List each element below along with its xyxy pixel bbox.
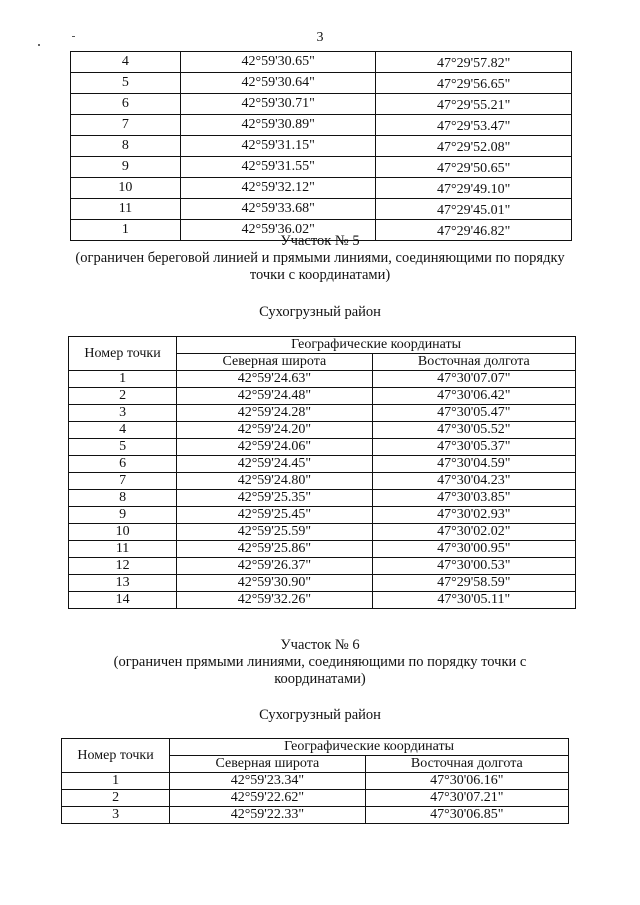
- point-number-cell: 5: [69, 439, 177, 456]
- longitude-cell: 47°29'56.65": [376, 73, 572, 94]
- table-row: [69, 371, 576, 388]
- latitude-cell: 42°59'32.26": [177, 592, 372, 609]
- latitude-cell: 42°59'32.12": [180, 178, 376, 199]
- section-title: Участок № 6: [280, 637, 360, 653]
- scan-speck: [72, 36, 75, 37]
- table-row: [69, 592, 576, 609]
- coordinates-table-continued: [70, 51, 572, 241]
- point-number-cell: 11: [71, 199, 181, 220]
- table-row: [69, 541, 576, 558]
- table-row: [71, 199, 572, 220]
- longitude-cell: 47°30'05.52": [372, 422, 575, 439]
- longitude-cell: 47°30'05.11": [372, 592, 575, 609]
- point-number-cell: 14: [69, 592, 177, 609]
- point-number-cell: 9: [71, 157, 181, 178]
- longitude-cell: 47°30'06.42": [372, 388, 575, 405]
- longitude-cell: 47°29'52.08": [376, 136, 572, 157]
- longitude-cell: 47°29'50.65": [376, 157, 572, 178]
- table-row: [69, 558, 576, 575]
- table-row: [71, 115, 572, 136]
- district-name: Сухогрузный район: [259, 707, 381, 723]
- longitude-cell: 47°30'05.47": [372, 405, 575, 422]
- latitude-cell: 42°59'30.89": [180, 115, 376, 136]
- header-longitude: Восточная долгота: [365, 756, 568, 773]
- section-6-heading: [0, 637, 640, 688]
- longitude-cell: 47°30'04.59": [372, 456, 575, 473]
- point-number-cell: 4: [71, 52, 181, 73]
- longitude-cell: 47°30'07.21": [365, 790, 568, 807]
- latitude-cell: 42°59'24.63": [177, 371, 372, 388]
- table-row: [69, 405, 576, 422]
- point-number-cell: 1: [62, 773, 170, 790]
- table-row: [71, 94, 572, 115]
- section-5-heading: [0, 233, 640, 284]
- longitude-cell: 47°30'06.16": [365, 773, 568, 790]
- longitude-cell: 47°29'53.47": [376, 115, 572, 136]
- longitude-cell: 47°29'58.59": [372, 575, 575, 592]
- point-number-cell: 2: [62, 790, 170, 807]
- page-number: 3: [316, 30, 324, 45]
- point-number-cell: 10: [71, 178, 181, 199]
- table-row: [71, 73, 572, 94]
- longitude-cell: 47°30'03.85": [372, 490, 575, 507]
- header-point-number: Номер точки: [62, 739, 170, 773]
- latitude-cell: 42°59'30.65": [180, 52, 376, 73]
- latitude-cell: 42°59'23.34": [170, 773, 365, 790]
- latitude-cell: 42°59'33.68": [180, 199, 376, 220]
- longitude-cell: 47°29'57.82": [376, 52, 572, 73]
- point-number-cell: 6: [69, 456, 177, 473]
- district-name: Сухогрузный район: [259, 304, 381, 320]
- section-description: координатами): [274, 671, 366, 687]
- point-number-cell: 3: [69, 405, 177, 422]
- longitude-cell: 47°30'00.53": [372, 558, 575, 575]
- longitude-cell: 47°30'00.95": [372, 541, 575, 558]
- table-row: [71, 178, 572, 199]
- longitude-cell: 47°30'02.02": [372, 524, 575, 541]
- point-number-cell: 9: [69, 507, 177, 524]
- longitude-cell: 47°30'02.93": [372, 507, 575, 524]
- latitude-cell: 42°59'25.86": [177, 541, 372, 558]
- table-row: [69, 507, 576, 524]
- latitude-cell: 42°59'36.02": [180, 220, 376, 241]
- section-title: Участок № 5: [280, 233, 360, 249]
- table-row: [71, 52, 572, 73]
- header-point-number: Номер точки: [69, 337, 177, 371]
- point-number-cell: 1: [71, 220, 181, 241]
- longitude-cell: 47°29'49.10": [376, 178, 572, 199]
- point-number-cell: 3: [62, 807, 170, 824]
- latitude-cell: 42°59'24.80": [177, 473, 372, 490]
- section-description: (ограничен прямыми линиями, соединяющими по порядку точки с: [113, 654, 527, 670]
- latitude-cell: 42°59'31.55": [180, 157, 376, 178]
- point-number-cell: 13: [69, 575, 177, 592]
- point-number-cell: 10: [69, 524, 177, 541]
- table-row: [69, 473, 576, 490]
- latitude-cell: 42°59'31.15": [180, 136, 376, 157]
- longitude-cell: 47°29'55.21": [376, 94, 572, 115]
- header-latitude: Северная широта: [177, 354, 372, 371]
- point-number-cell: 5: [71, 73, 181, 94]
- section-6-coordinates-table: [61, 738, 569, 824]
- table-row: [69, 575, 576, 592]
- table-row: [69, 439, 576, 456]
- table-row: [69, 490, 576, 507]
- table-row: [71, 136, 572, 157]
- point-number-cell: 7: [71, 115, 181, 136]
- latitude-cell: 42°59'24.45": [177, 456, 372, 473]
- latitude-cell: 42°59'25.59": [177, 524, 372, 541]
- latitude-cell: 42°59'30.90": [177, 575, 372, 592]
- longitude-cell: 47°29'46.82": [376, 220, 572, 241]
- section-description: (ограничен береговой линией и прямыми линиями, соединяющими по порядку: [75, 250, 565, 266]
- point-number-cell: 8: [69, 490, 177, 507]
- latitude-cell: 42°59'24.06": [177, 439, 372, 456]
- point-number-cell: 11: [69, 541, 177, 558]
- header-geo-coordinates: Географические координаты: [177, 337, 576, 354]
- latitude-cell: 42°59'24.48": [177, 388, 372, 405]
- latitude-cell: 42°59'24.20": [177, 422, 372, 439]
- header-geo-coordinates: Географические координаты: [170, 739, 569, 756]
- longitude-cell: 47°30'05.37": [372, 439, 575, 456]
- table-row: [69, 388, 576, 405]
- latitude-cell: 42°59'24.28": [177, 405, 372, 422]
- table-row: [71, 157, 572, 178]
- point-number-cell: 4: [69, 422, 177, 439]
- scan-speck: [38, 44, 40, 46]
- latitude-cell: 42°59'22.62": [170, 790, 365, 807]
- point-number-cell: 6: [71, 94, 181, 115]
- longitude-cell: 47°30'07.07": [372, 371, 575, 388]
- section-5-coordinates-table: [68, 336, 576, 609]
- point-number-cell: 8: [71, 136, 181, 157]
- point-number-cell: 12: [69, 558, 177, 575]
- longitude-cell: 47°30'06.85": [365, 807, 568, 824]
- table-row: [62, 790, 569, 807]
- latitude-cell: 42°59'26.37": [177, 558, 372, 575]
- table-row: [62, 807, 569, 824]
- header-latitude: Северная широта: [170, 756, 365, 773]
- latitude-cell: 42°59'22.33": [170, 807, 365, 824]
- point-number-cell: 2: [69, 388, 177, 405]
- table-row: [69, 456, 576, 473]
- header-longitude: Восточная долгота: [372, 354, 575, 371]
- point-number-cell: 1: [69, 371, 177, 388]
- longitude-cell: 47°29'45.01": [376, 199, 572, 220]
- point-number-cell: 7: [69, 473, 177, 490]
- latitude-cell: 42°59'30.64": [180, 73, 376, 94]
- section-description: точки с координатами): [249, 267, 391, 283]
- latitude-cell: 42°59'30.71": [180, 94, 376, 115]
- longitude-cell: 47°30'04.23": [372, 473, 575, 490]
- table-row: [62, 773, 569, 790]
- latitude-cell: 42°59'25.45": [177, 507, 372, 524]
- table-row: [69, 422, 576, 439]
- latitude-cell: 42°59'25.35": [177, 490, 372, 507]
- table-row: [69, 524, 576, 541]
